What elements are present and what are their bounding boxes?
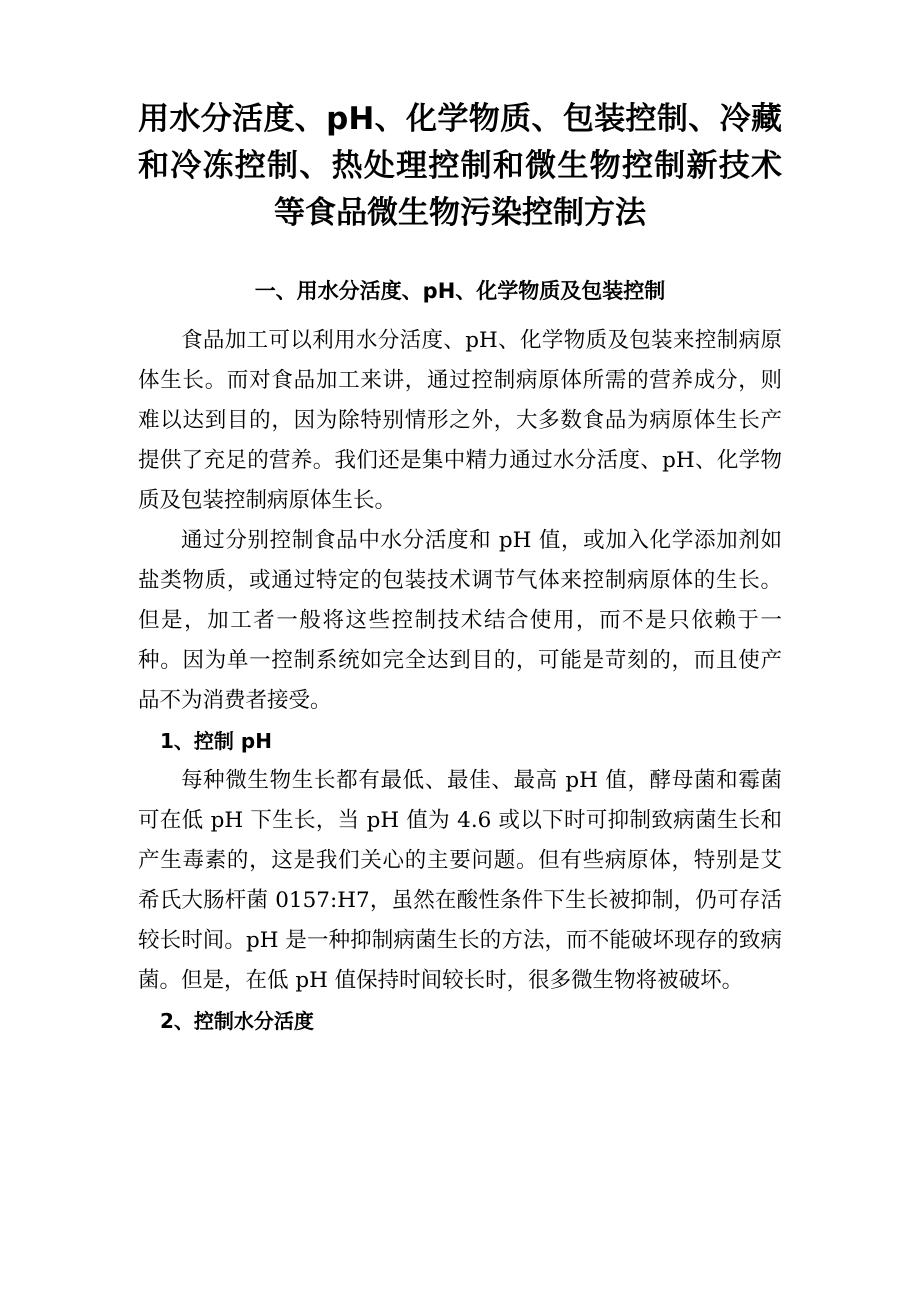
body-paragraph: 每种微生物生长都有最低、最佳、最高 pH 值，酵母菌和霉菌可在低 pH 下生长，当 pH 值为 4.6 或以下时可抑制致病菌生长和产生毒素的，这是我们关心的主要问题。但有些病原体，特别是艾希氏大肠杆菌 0157:H7，虽然在酸性条件下生长被抑制，仍可存活较长时间。pH 是一种抑制病菌生长的方法，而不能破坏现存的致病菌。但是，在低 pH 值保持时间较长时，很多微生物将被破坏。 [138, 768, 782, 993]
page-title: 用水分活度、pH、化学物质、包装控制、冷藏和冷冻控制、热处理控制和微生物控制新技术等食品微生物污染控制方法 [138, 101, 782, 231]
section-heading: 一、用水分活度、pH、化学物质及包装控制 [254, 279, 666, 303]
subheading-control-ph: 1、控制 pH [160, 729, 272, 753]
body-paragraph: 通过分别控制食品中水分活度和 pH 值，或加入化学添加剂如盐类物质，或通过特定的包装技术调节气体来控制病原体的生长。但是，加工者一般将这些控制技术结合使用，而不是只依赖于一种。因为单一控制系统如完全达到目的，可能是苛刻的，而且使产品不为消费者接受。 [138, 528, 782, 713]
subheading-control-water-activity: 2、控制水分活度 [160, 1009, 314, 1033]
body-paragraph: 食品加工可以利用水分活度、pH、化学物质及包装来控制病原体生长。而对食品加工来讲，通过控制病原体所需的营养成分，则难以达到目的，因为除特别情形之外，大多数食品为病原体生长产提供了充足的营养。我们还是集中精力通过水分活度、pH、化学物质及包装控制病原体生长。 [138, 328, 782, 513]
